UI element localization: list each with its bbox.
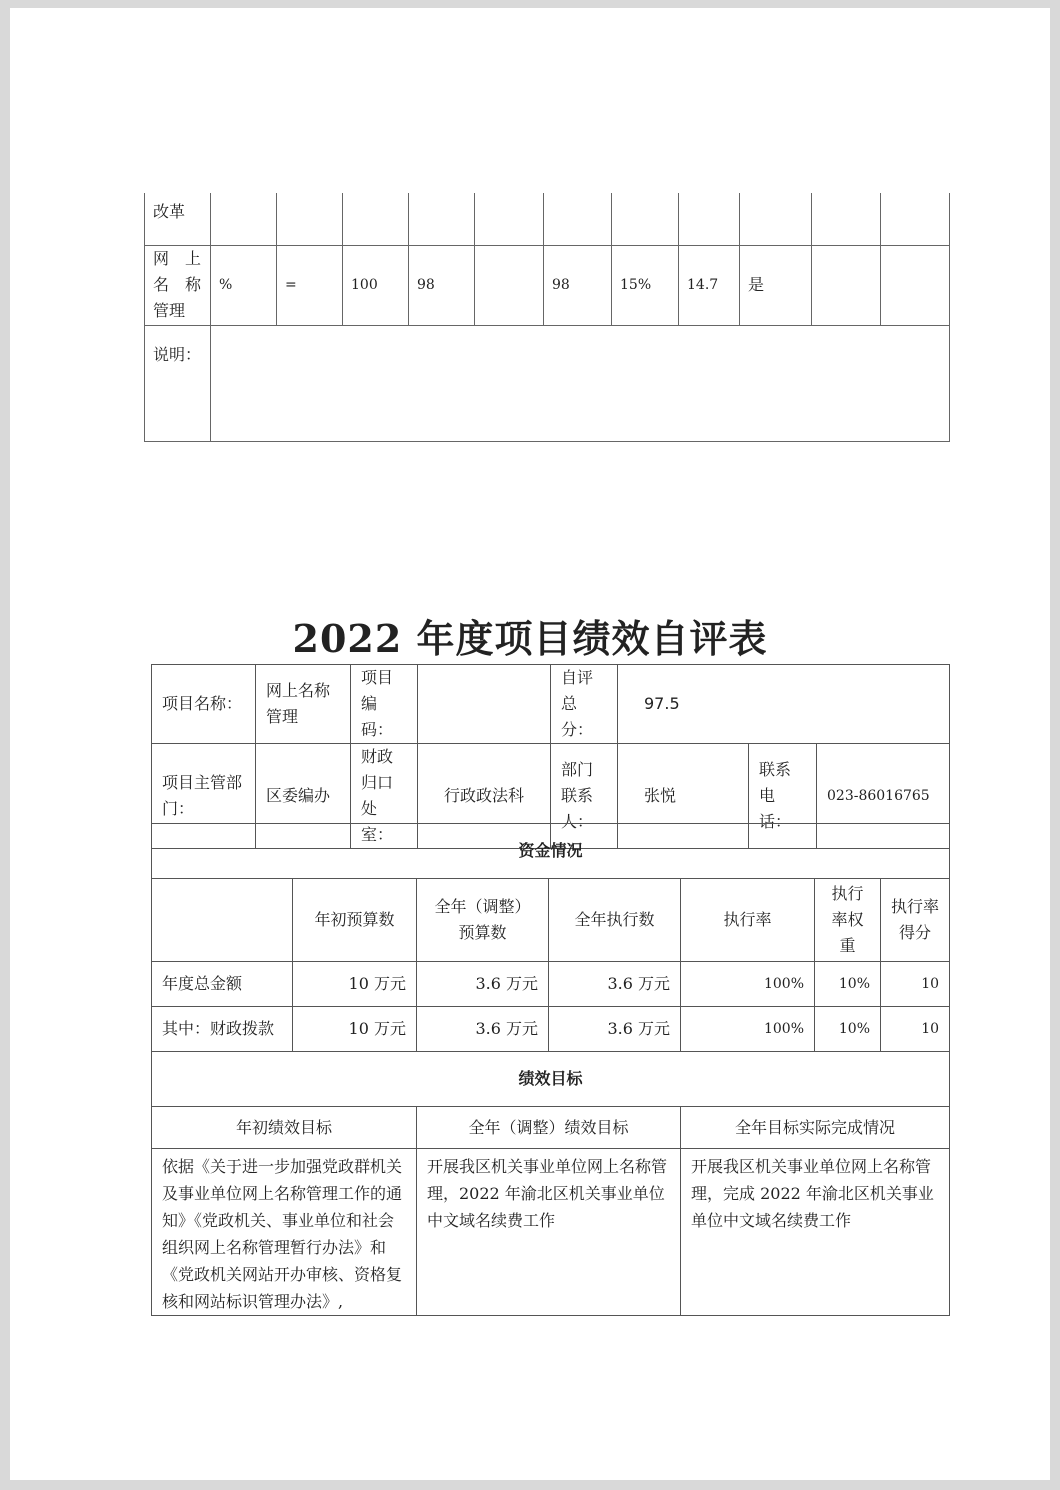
actual-completion-text: 开展我区机关事业单位网上名称管理，完成 2022 年渝北区机关事业单位中文域名续费工作 xyxy=(681,1149,950,1316)
dept-value: 区委编办 xyxy=(256,744,351,849)
value-cell: 10 xyxy=(881,962,950,1007)
phone-label: 联系电话： xyxy=(749,744,817,849)
table-row xyxy=(152,879,950,962)
project-name-label: 项目名称： xyxy=(152,665,256,744)
table-row xyxy=(152,1052,950,1107)
value-cell: 3.6 万元 xyxy=(417,962,549,1007)
funds-section-title: 资金情况 xyxy=(152,824,950,879)
table-row xyxy=(152,665,950,744)
header-cell: 执行率 xyxy=(681,879,815,962)
header-cell: 执行率得分 xyxy=(881,879,950,962)
operator-cell: = xyxy=(277,245,343,325)
contact-label: 部门联系人： xyxy=(551,744,618,849)
value-cell: 10 万元 xyxy=(293,962,417,1007)
score-label: 自评总分： xyxy=(551,665,618,744)
table-row xyxy=(152,1007,950,1052)
target-cell: 100 xyxy=(343,245,409,325)
row-label: 年度总金额 xyxy=(152,962,293,1007)
note-content xyxy=(211,325,950,441)
value-cell: 98 xyxy=(544,245,612,325)
value-cell: 10% xyxy=(815,1007,881,1052)
value-cell: 10% xyxy=(815,962,881,1007)
table-row xyxy=(152,962,950,1007)
initial-goal-text: 依据《关于进一步加强党政群机关及事业单位网上名称管理工作的通知》《党政机关、事业单位和社会组织网上名称管理暂行办法》和《党政机关网站开办审核、资格复核和网站标识管理办法》, xyxy=(152,1149,417,1316)
header-cell: 年初预算数 xyxy=(293,879,417,962)
value-cell: 3.6 万元 xyxy=(549,962,681,1007)
score-cell: 14.7 xyxy=(679,245,740,325)
table-row xyxy=(145,193,950,245)
value-cell: 10 万元 xyxy=(293,1007,417,1052)
table-row xyxy=(145,325,950,441)
blank-cell xyxy=(475,245,544,325)
row-label: 其中：财政拨款 xyxy=(152,1007,293,1052)
actual-cell: 98 xyxy=(409,245,475,325)
value-cell: 3.6 万元 xyxy=(549,1007,681,1052)
table-row xyxy=(152,1107,950,1149)
finance-value: 行政政法科 xyxy=(418,744,551,849)
unit-cell: % xyxy=(211,245,277,325)
note-label: 说明： xyxy=(145,325,211,441)
dept-label: 项目主管部门： xyxy=(152,744,256,849)
value-cell: 10 xyxy=(881,1007,950,1052)
header-cell: 执行率权重 xyxy=(815,879,881,962)
table-row xyxy=(152,1149,950,1316)
achieved-cell: 是 xyxy=(740,245,812,325)
indicator-table-continued xyxy=(144,193,950,442)
goals-section-title: 绩效目标 xyxy=(152,1052,950,1107)
table-row xyxy=(152,824,950,879)
header-cell: 全年（调整）预算数 xyxy=(417,879,549,962)
project-name-value: 网上名称管理 xyxy=(256,665,351,744)
adjusted-goal-text: 开展我区机关事业单位网上名称管理，2022 年渝北区机关事业单位中文域名续费工作 xyxy=(417,1149,681,1316)
score-value: 97.5 xyxy=(618,665,950,744)
row-label: 改革 xyxy=(145,193,211,245)
weight-cell: 15% xyxy=(612,245,679,325)
goals-header: 全年目标实际完成情况 xyxy=(681,1107,950,1149)
goals-header: 全年（调整）绩效目标 xyxy=(417,1107,681,1149)
value-cell: 100% xyxy=(681,962,815,1007)
document-page xyxy=(10,8,1050,1480)
project-code-label: 项目编码： xyxy=(351,665,418,744)
row-label: 网 上 名 称 管理 xyxy=(145,245,211,325)
project-info-table xyxy=(151,664,950,849)
goals-header: 年初绩效目标 xyxy=(152,1107,417,1149)
header-cell: 全年执行数 xyxy=(549,879,681,962)
contact-value: 张悦 xyxy=(618,744,749,849)
project-code-value xyxy=(418,665,551,744)
phone-value: 023-86016765 xyxy=(817,744,950,849)
finance-label: 财政归口处室： xyxy=(351,744,418,849)
table-row xyxy=(145,245,950,325)
page-title: 2022 年度项目绩效自评表 xyxy=(292,616,768,661)
value-cell: 100% xyxy=(681,1007,815,1052)
value-cell: 3.6 万元 xyxy=(417,1007,549,1052)
funds-goals-table xyxy=(151,823,950,1316)
